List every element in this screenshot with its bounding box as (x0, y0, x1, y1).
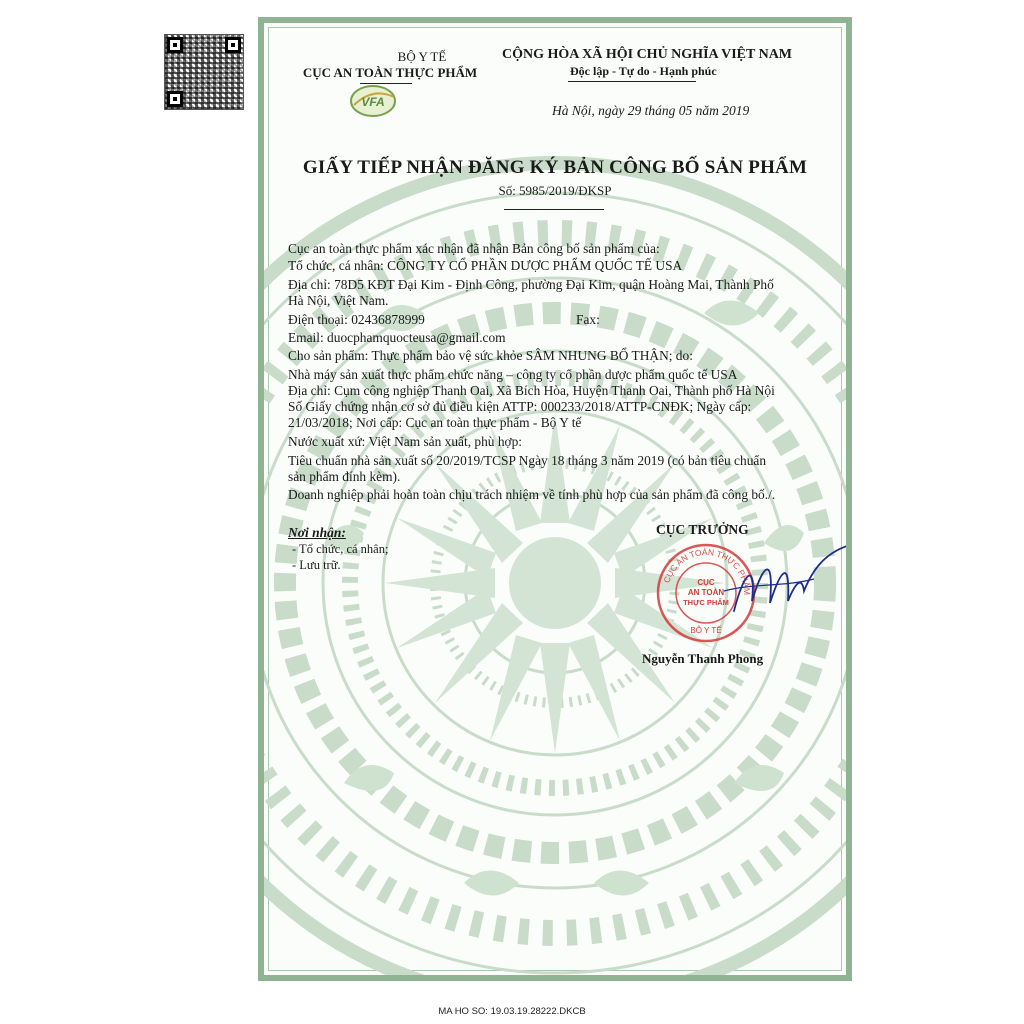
vfa-logo (348, 81, 398, 121)
body-line-14: sản phẩm đính kèm). (288, 469, 401, 484)
body-line-10: Số Giấy chứng nhận cơ sở đủ điều kiện ATTP: 000233/2018/ATTP-CNĐK; Ngày cấp: (288, 399, 752, 414)
agency-name: CỤC AN TOÀN THỰC PHẨM (302, 65, 478, 80)
seal-ring-text: CỤC AN TOÀN THỰC PHẨM (661, 546, 753, 596)
body-line-12: Nước xuất xứ: Việt Nam sản xuất, phù hợp: (288, 434, 523, 449)
body-line-9: Địa chỉ: Cụm công nghiệp Thanh Oai, Xã Bích Hòa, Huyện Thanh Oai, Thành phố Hà Nội (288, 383, 775, 398)
body-line-2: Tổ chức, cá nhân: CÔNG TY CỔ PHẦN DƯỢC PHẨM QUỐC TẾ USA (288, 258, 683, 273)
logo-text: VFA (361, 95, 385, 109)
body-line-4: Hà Nội, Việt Nam. (288, 293, 389, 308)
recipients-heading: Nơi nhận: (288, 525, 346, 540)
republic-heading: CỘNG HÒA XÃ HỘI CHỦ NGHĨA VIỆT NAM (502, 47, 793, 62)
body-line-1: Cục an toàn thực phẩm xác nhận đã nhận Bản công bố sản phẩm của: (288, 241, 660, 256)
body-line-7: Cho sản phẩm: Thực phẩm bảo vệ sức khỏe SÂM NHUNG BỔ THẬN; do: (288, 348, 693, 363)
handwritten-signature (704, 531, 852, 621)
ministry-name: BỘ Y TẾ (397, 49, 447, 64)
document-title: GIẤY TIẾP NHẬN ĐĂNG KÝ BẢN CÔNG BỐ SẢN PHẨM (302, 157, 808, 178)
seal-center-text: AN TOÀN (687, 588, 725, 597)
signer-name: Nguyễn Thanh Phong (642, 651, 764, 666)
body-line-3: Địa chỉ: 78D5 KĐT Đại Kim - Định Công, phường Đại Kim, quận Hoàng Mai, Thành Phố (288, 277, 774, 292)
body-line-15: Doanh nghiệp phải hoàn toàn chịu trách nhiệm về tính phù hợp của sản phẩm đã công bố./. (288, 487, 776, 502)
body-line-8: Nhà máy sản xuất thực phẩm chức năng – công ty cổ phần dược phẩm quốc tế USA (288, 367, 738, 382)
body-line-11: 21/03/2018; Nơi cấp: Cục an toàn thực phẩm - Bộ Y tế (288, 415, 582, 430)
body-line-13: Tiêu chuẩn nhà sản xuất số 20/2019/TCSP Ngày 18 tháng 3 năm 2019 (có bản tiêu chuẩn (288, 453, 767, 468)
body-line-5: Điện thoại: 02436878999 (288, 312, 425, 327)
recipient-item: - Lưu trữ. (292, 558, 341, 572)
issue-date: Hà Nội, ngày 29 tháng 05 năm 2019 (552, 103, 750, 118)
fax-label: Fax: (576, 312, 600, 327)
document-number: Số: 5985/2019/ĐKSP (498, 183, 612, 198)
national-motto: Độc lập - Tự do - Hạnh phúc (570, 64, 717, 78)
recipient-item: - Tổ chức, cá nhân; (292, 542, 389, 556)
signatory-title: CỤC TRƯỞNG (656, 522, 749, 537)
seal-center-text: THỰC PHẨM (683, 598, 729, 607)
certificate-frame (258, 17, 852, 981)
file-number: MA HO SO: 19.03.19.28222.DKCB (438, 1006, 586, 1017)
seal-bottom-text: BỘ Y TẾ (690, 626, 722, 635)
seal-center-text: CỤC (697, 578, 715, 587)
body-line-6: Email: duocphamquocteusa@gmail.com (288, 330, 506, 345)
qr-code (164, 34, 244, 110)
